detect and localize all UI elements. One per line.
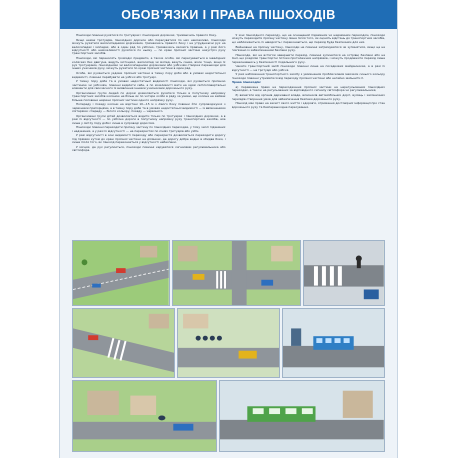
title-bar [60,0,397,29]
paragraph: У разі наближення транспортного засобу з увімкненим проблисковим маячком синього кольору пішоходи повинні утриматися від переходу проїзної частини або негайно звільнити її. [231,72,385,80]
paragraph: Особи, які рухаються уздовж проїзної частини в темну пору доби або в умовах недостатньої видимості, повинні перебувати на узбіччі або тротуарі. [72,71,226,79]
paragraph: Пішоходи, які не встигли завершити перехід, повинні зупинитися на острівці безпеки або на лінії, що розділяє транспортні потоки протилежних напрямків, і можуть продовжити перехід лише переконавшись у безпечності подальшого руху. [231,52,385,64]
left-text-column [72,34,226,237]
poster-title: ОБОВ'ЯЗКИ І ПРАВА ПІШОХОДІВ [121,7,336,22]
illustration-tram-stop-scene [219,380,385,452]
paragraph: У зоні пішохідного переходу, що не оснащений підземним чи надземним переходом, пішоходи можуть переходити проїзну частину лише після того, як оцінять відстань до транспортних засобів, що наближаються, їх швидкість і переконаються, що перехід буде безпечним для них. [231,34,385,44]
paragraph: Пішохід має право на захист свого життя і здоров'я, отримання достовірної інформації про стан дорожнього руху та безперешкодне пересування. [231,101,385,109]
illustration-road-scene-2 [172,240,302,306]
paragraph: У місцях, де рух регулюється, пішоходи повинні керуватися сигналами регулювальника або світлофора. [72,145,226,153]
right-text-column [232,34,386,237]
paragraph: Права пішоходів: [231,80,261,85]
illustrations [72,240,385,452]
paragraph: а) переважне право на переходження проїзної частини на нерегульованих пішохідних переходах, а також на регульованих за відповідного сигналу світлофора чи регулювальника; [231,85,385,93]
poster [60,0,397,458]
paragraph: Організовані групи дітей дозволяється водити тільки по тротуарах і пішохідних доріжках, а в разі їх відсутності — по узбіччю дороги в попутному напрямку руху транспортних засобів, але лише у світлу пору доби і лише в супроводі дорослих. [72,113,226,125]
paragraph: Вийшовши на проїзну частину, пішоходи не повинні затримуватися чи зупинятися, якщо це не пов'язано із забезпеченням безпеки руху. [231,44,385,52]
paragraph: У темну пору доби та в умовах недостатньої видимості пішоходи, які рухаються проїзною частиною чи узбіччям, повинні виділити себе, а по можливості мати на одязі світлоповертальні елементи для своєчасного їх виявлення іншими учасниками дорожнього руху. [72,79,226,91]
illustration-bus-stop-scene [282,308,385,378]
paragraph: б) вимагати від органів державної влади, власників автомобільних доріг, вулиць і залізничних переїздів створення умов для забезпечення безпеки дорожнього руху. [231,93,385,101]
paragraph: Чекати транспортний засіб пішоходи повинні лише на посадкових майданчиках, а в разі їх відсутності — на тротуарі або узбіччі. [231,64,385,72]
paragraph: Пішоходи повинні рухатися по тротуарах і пішохідних доріжках, тримаючись правого боку. [76,34,218,37]
paragraph: Організовані групи людей по дорозі дозволяється рухатися тільки в попутному напрямку транспортних засобів колоною не більш як по чотири особи в ряду за умови, що колона не займає більше половини ширини проїзної частини одного напрямку руху. [72,90,226,102]
illustration-group-walk-scene [177,308,280,378]
paragraph: Якщо немає тротуарів, пішохідних доріжок або пересуватися по них неможливо, пішоходи можуть рухатися велосипедними доріжками, тримаючись правого боку і не утруднюючи рух на велосипедах і мопедах, або в один ряд по узбіччю, тримаючись якомога правіше, а у разі його відсутності або неможливості рухатися по ньому — по краю проїзної частини назустріч руху транспортних засобів. [72,37,226,56]
illustration-crosswalk-scene-1 [303,240,385,306]
paragraph: Попереду і позаду колони на відстані 10—15 м з лівого боку повинні йти супроводжуючі з червоними прапорцями, а в темну пору доби та в умовах недостатньої видимості — із ввімкненими ліхтарями: спереду — білого кольору, позаду — червоного. [72,102,226,114]
paragraph: У разі відсутності в зоні видимості переходу або перехрестя дозволяється переходити дорогу під прямим кутом до краю проїзної частини на ділянках, де дорогу добре видно в обидва боки, і лише після того, як пішохід переконається у відсутності небезпеки. [72,133,226,145]
illustration-city-street-scene [72,380,217,452]
illustration-crosswalk-scene-2 [72,308,175,378]
illustration-road-scene-1 [72,240,170,306]
paragraph: Пішоходи повинні переходити проїзну частину по пішохідних переходах, у тому числі підземних і надземних, а у разі їх відсутності — на перехрестях по лініях тротуарів або узбіч. [72,125,226,133]
paragraph: Пішоходи, які переносять громіздкі предмети, а також особи, які пересуваються в інвалідних колясках без двигуна, ведуть мотоцикл, велосипед чи мопед, везуть санки, візок тощо, якщо їх рух тротуарами, пішохідними чи велосипедними доріжками або узбіччям створює перешкоди для інших учасників руху, можуть рухатися по краю проїзної частини в один ряд. [72,56,226,71]
text-area [72,34,385,237]
